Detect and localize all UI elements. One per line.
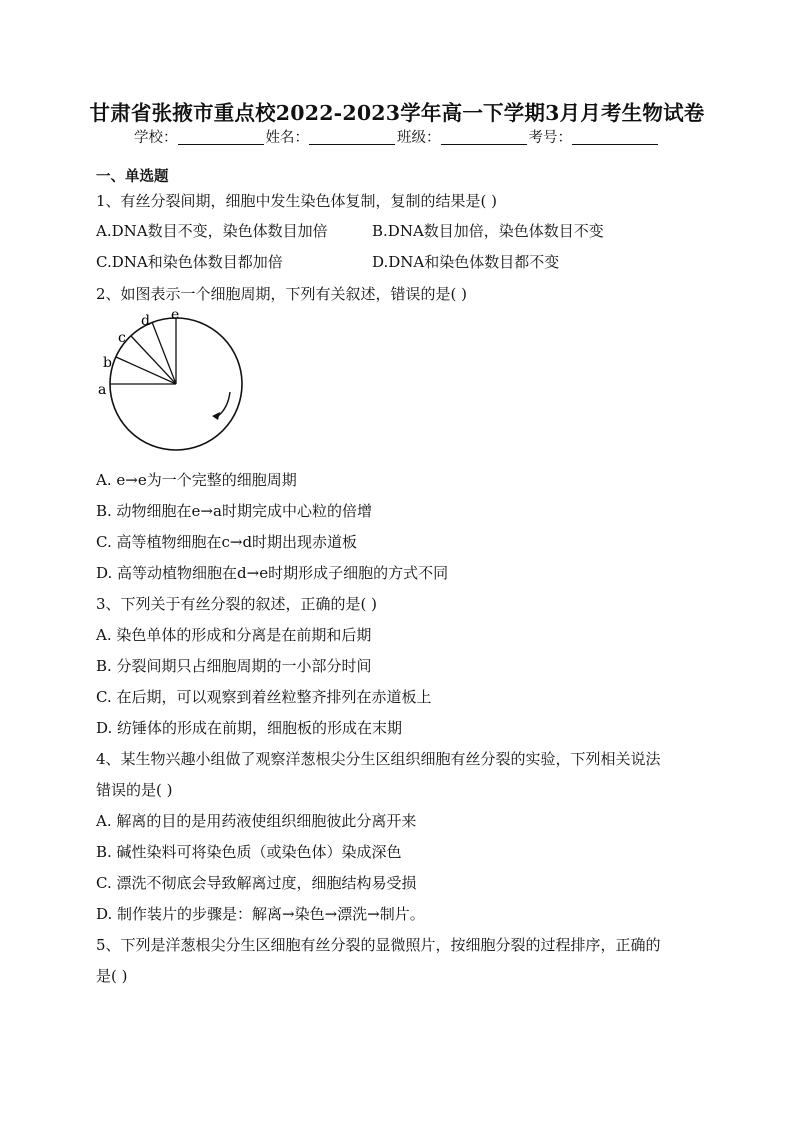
q4-option-b: B. 碱性染料可将染色质（或染色体）染成深色 [96, 843, 402, 861]
name-blank[interactable] [309, 130, 395, 145]
label-c: c [118, 330, 126, 346]
q3-option-c: C. 在后期，可以观察到着丝粒整齐排列在赤道板上 [96, 688, 432, 706]
q4-option-d: D. 制作装片的步骤是：解离→染色→漂洗→制片。 [96, 905, 425, 923]
cell-cycle-diagram [94, 308, 254, 458]
q2-option-c: C. 高等植物细胞在c→d时期出现赤道板 [96, 533, 358, 551]
q4-option-a: A. 解离的目的是用药液使组织细胞彼此分离开来 [96, 812, 417, 830]
q5-stem-line2: 是( ) [96, 967, 128, 985]
label-d: d [141, 313, 150, 329]
school-label: 学校： [134, 130, 178, 146]
student-info-row [0, 126, 794, 147]
label-e: e [171, 308, 180, 323]
q3-option-d: D. 纺锤体的形成在前期，细胞板的形成在末期 [96, 719, 403, 737]
q2-option-b: B. 动物细胞在e→a时期完成中心粒的倍增 [96, 502, 372, 520]
q2-option-a: A. e→e为一个完整的细胞周期 [96, 471, 297, 489]
q4-stem-line2: 错误的是( ) [96, 781, 173, 799]
q3-option-a: A. 染色单体的形成和分离是在前期和后期 [96, 626, 372, 644]
q1-option-d: D.DNA和染色体数目都不变 [372, 253, 560, 271]
q1-option-c: C.DNA和染色体数目都加倍 [96, 253, 283, 271]
q1-stem: 1、有丝分裂间期，细胞中发生染色体复制，复制的结果是( ) [96, 192, 498, 210]
q4-option-c: C. 漂洗不彻底会导致解离过度，细胞结构易受损 [96, 874, 417, 892]
radius-c [131, 336, 176, 384]
q1-option-a: A.DNA数目不变，染色体数目加倍 [96, 222, 328, 240]
number-label: 考号： [528, 130, 572, 146]
school-blank[interactable] [178, 130, 264, 145]
arrow-head [212, 412, 220, 420]
q2-option-d: D. 高等动植物细胞在d→e时期形成子细胞的方式不同 [96, 564, 449, 582]
section-title: 一、单选题 [96, 168, 169, 185]
q3-option-b: B. 分裂间期只占细胞周期的一小部分时间 [96, 657, 372, 675]
label-b: b [103, 355, 112, 371]
exam-title: 甘肃省张掖市重点校2022-2023学年高一下学期3月月考生物试卷 [89, 101, 705, 125]
q3-stem: 3、下列关于有丝分裂的叙述，正确的是( ) [96, 595, 378, 613]
q4-stem-line1: 4、某生物兴趣小组做了观察洋葱根尖分生区组织细胞有丝分裂的实验，下列相关说法 [96, 750, 661, 768]
q5-stem-line1: 5、下列是洋葱根尖分生区细胞有丝分裂的显微照片，按细胞分裂的过程排序，正确的 [96, 936, 661, 954]
class-blank[interactable] [441, 130, 527, 145]
class-label: 班级： [397, 130, 441, 146]
q2-stem: 2、如图表示一个细胞周期，下列有关叙述，错误的是( ) [96, 285, 468, 303]
q1-option-b: B.DNA数目加倍，染色体数目不变 [372, 222, 604, 240]
number-blank[interactable] [572, 130, 658, 145]
name-label: 姓名： [265, 130, 309, 146]
label-a: a [98, 382, 107, 398]
